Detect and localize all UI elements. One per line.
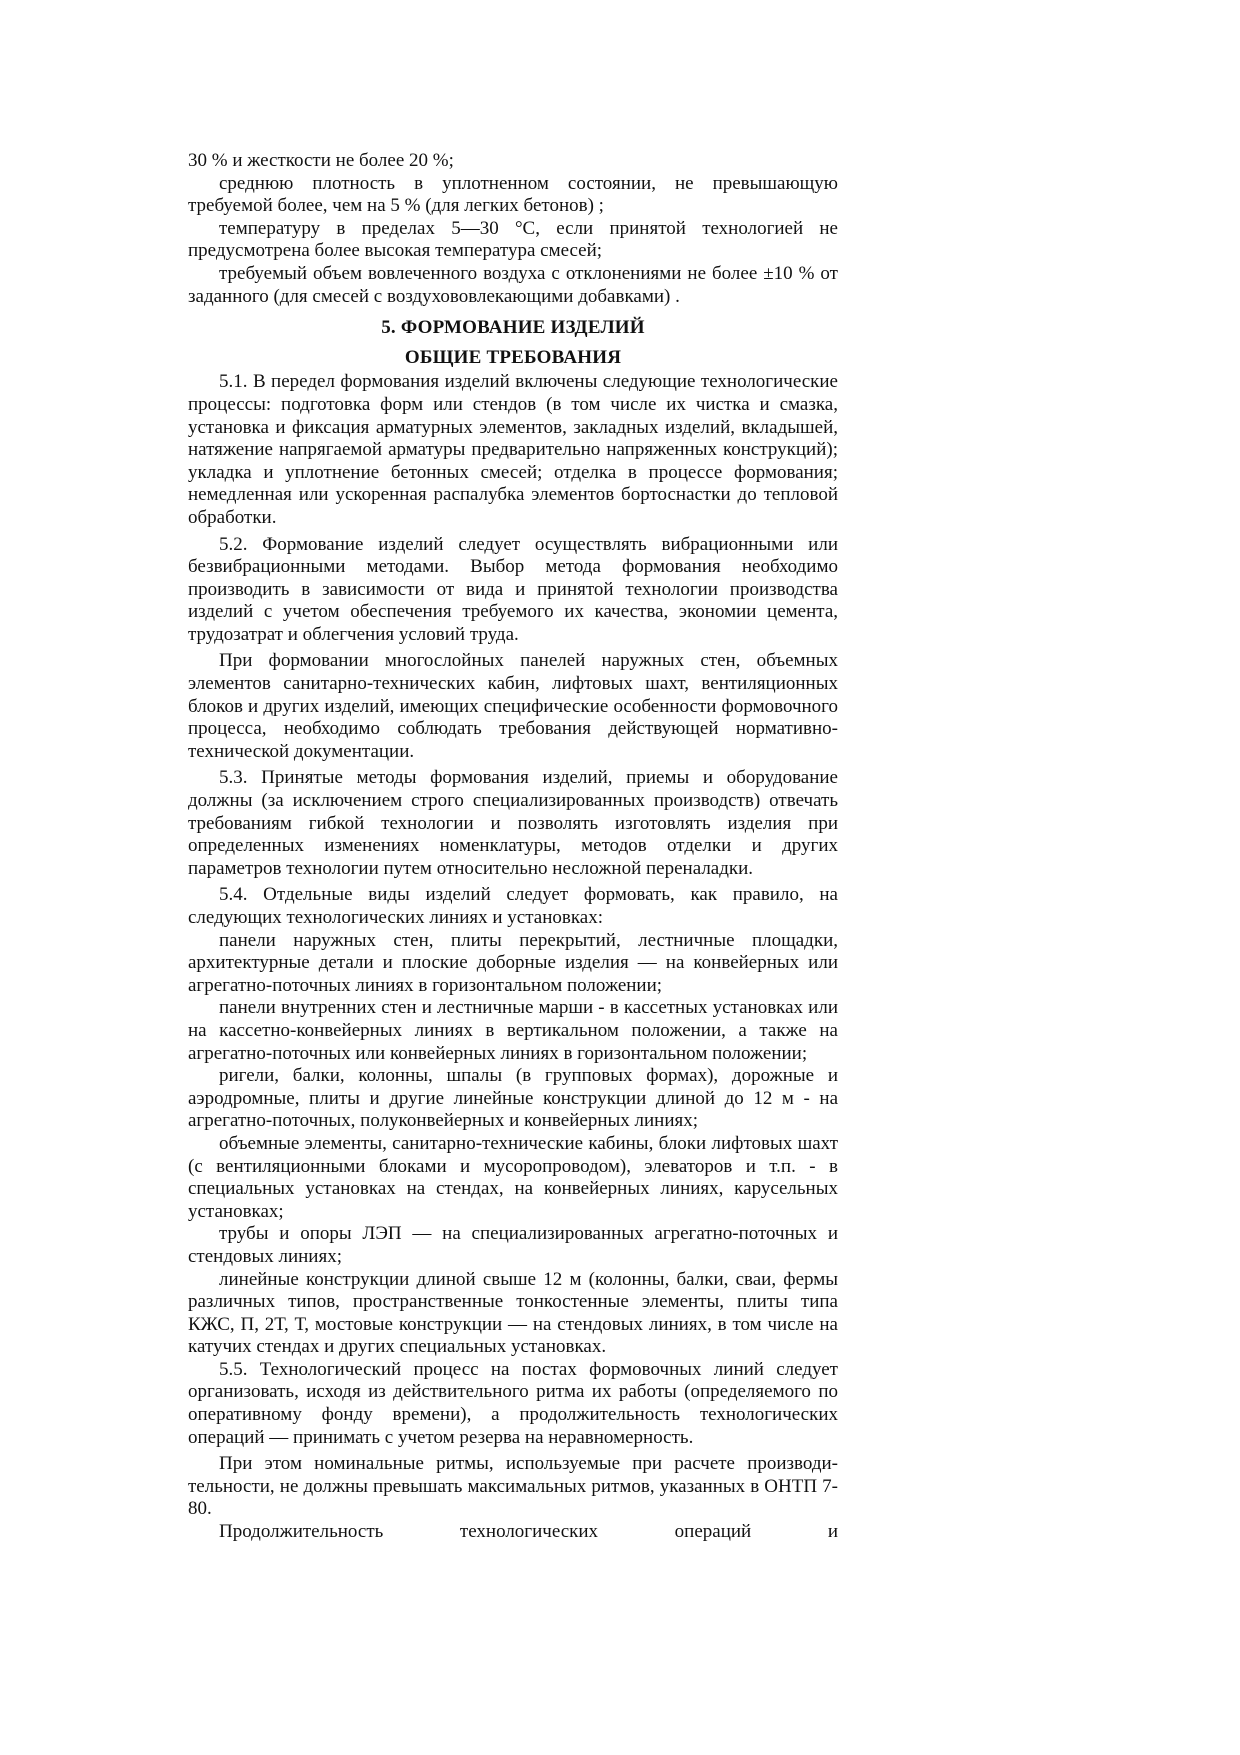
paragraph: среднюю плотность в уплотненном состоянии, не превышающую требуемой более, чем на 5 % (для легких бетонов) ; <box>188 172 838 217</box>
section-title: 5. ФОРМОВАНИЕ ИЗДЕЛИЙ <box>381 317 645 339</box>
paragraph: 5.3. Принятые методы формования изделий, приемы и оборудование должны (за исключением строго специализированных производств) отвечать требованиям гибкой технологии и позволять изготовлять изделия при определенных изменениях номенклатуры, методов отделки и других параметров технологии путем относительно несложной переналадки. <box>188 767 838 879</box>
text-column <box>188 150 838 1544</box>
paragraph-continued: Продолжительность технологических операций и <box>219 1521 838 1543</box>
paragraph: При этом номинальные ритмы, используемые при расчете производительности, не должны превышать максимальных ритмов, указанных в ОНТП 7-80. <box>188 1453 838 1520</box>
subsection-title: ОБЩИЕ ТРЕБОВАНИЯ <box>404 346 622 368</box>
list-item: ригели, балки, колонны, шпалы (в групповых формах), дорожные и аэродромные, плиты и другие линейные конструкции длиной до 12 м - на агрегатно-поточных, полуконвейерных и конвейерных линиях; <box>188 1065 838 1132</box>
paragraph: При формовании многослойных панелей наружных стен, объемных элементов санитарно-технических кабин, лифтовых шахт, вентиляционных блоков и других изделий, имеющих специфические особенности формовочного процесса, необходимо соблюдать требования действующей нормативно-технической документации. <box>188 650 838 762</box>
paragraph: 30 % и жесткости не более 20 %; <box>188 150 454 171</box>
list-item: панели внутренних стен и лестничные марши - в кассетных установках или на кассетно-конвейерных линиях в вертикальном положении, а также на агрегатно-поточных или конвейерных линиях в горизонтальном положении; <box>188 997 838 1064</box>
paragraph: температуру в пределах 5—30 °С, если принятой технологией не предусмотрена более высокая температура смесей; <box>188 217 838 262</box>
paragraph: 5.5. Технологический процесс на постах формовочных линий следует организовать, исходя из действительного ритма их работы (определяемого по оперативному фонду времени), а продолжительность технологических операций — принимать с учетом резерва на неравномерность. <box>188 1358 838 1448</box>
paragraph: 5.1. В передел формования изделий включены следующие технологические процессы: подготовка форм или стендов (в том числе их чистка и смазка, установка и фиксация арматурных элементов, закладных изделий, вкладышей, натяжение напрягаемой арматуры предварительно напряженных конструкций); укладка и уплотнение бетонных смесей; отделка в процессе формования; немедленная или ускоренная распалубка элементов бортоснастки до тепловой обработки. <box>188 371 838 528</box>
list-item: линейные конструкции длиной свыше 12 м (колонны, балки, сваи, фермы различных типов, пространственные тонкостенные элементы, плиты типа КЖС, П, 2Т, Т, мостовые конструкции — на стендовых линиях, в том числе на катучих стендах и других специальных установках. <box>188 1268 838 1358</box>
list-item: панели наружных стен, плиты перекрытий, лестничные площадки, архитектурные детали и плоские доборные изделия — на конвейерных или агрегатно-поточных линиях в горизонтальном положении; <box>188 929 838 996</box>
paragraph: 5.4. Отдельные виды изделий следует формовать, как правило, на следующих технологических линиях и установках: <box>188 884 838 928</box>
list-item: объемные элементы, санитарно-технические кабины, блоки лифтовых шахт (с вентиляционными блоками и мусоропроводом), элеваторов и т.п. - в специальных установках на стендах, на конвейерных линиях, карусельных установках; <box>188 1132 838 1222</box>
list-item: трубы и опоры ЛЭП — на специализированных агрегатно-поточных и стендовых линиях; <box>188 1223 838 1267</box>
paragraph: 5.2. Формование изделий следует осуществлять вибрационными или безвибрационными методами. Выбор метода формования необходимо производить в зависимости от вида и принятой технологии производства изделий с учетом обеспечения требуемого их качества, экономии цемента, трудозатрат и облегчения условий труда. <box>188 533 838 645</box>
paragraph: требуемый объем вовлеченного воздуха с отклонениями не более ±10 % от заданного (для смесей с воздухововлекающими добавками) . <box>188 262 838 307</box>
